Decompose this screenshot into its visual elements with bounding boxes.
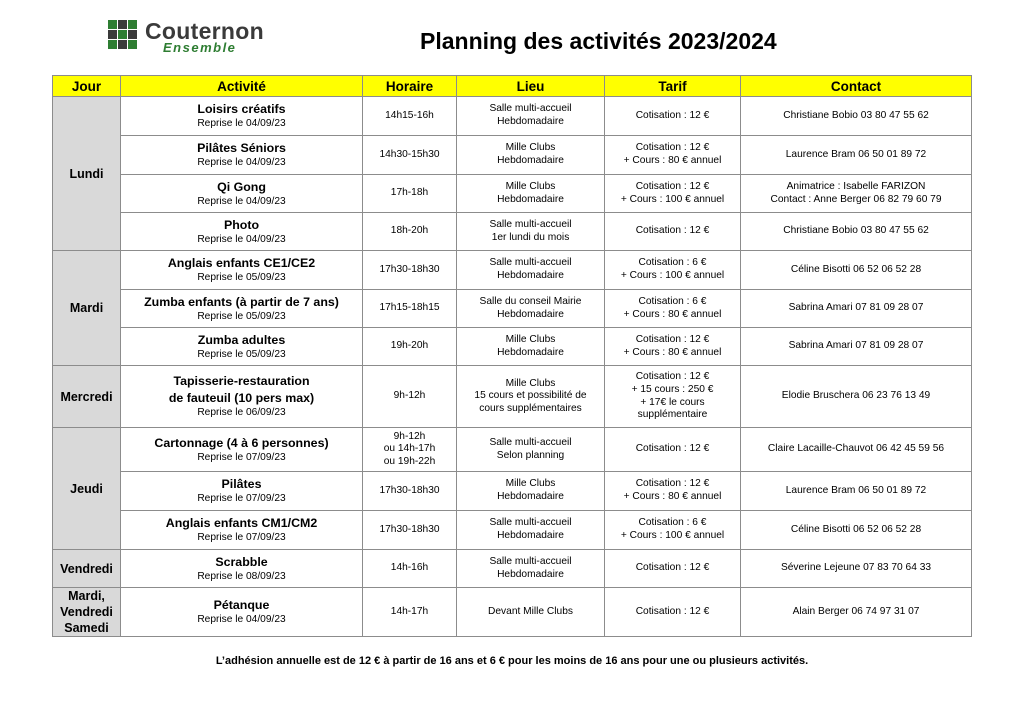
contact-line: Laurence Bram 06 50 01 89 72 — [785, 148, 927, 160]
activity-name: de fauteuil (10 pers max) — [168, 391, 315, 406]
reprise-date: Reprise le 05/09/23 — [197, 348, 286, 360]
contact-line: Christiane Bobio 03 80 47 55 62 — [783, 109, 929, 121]
logo-name: Couternon — [145, 18, 264, 44]
activity-name: Pétanque — [213, 598, 270, 613]
location-line: Salle multi-accueil — [489, 517, 572, 529]
activity-cell — [121, 328, 363, 366]
logo — [108, 18, 278, 58]
activity-name: Pilâtes Séniors — [197, 141, 286, 156]
price-cell — [605, 251, 741, 290]
location-line: Mille Clubs — [505, 478, 556, 490]
table-row — [53, 428, 972, 472]
activity-name: Zumba adultes — [197, 332, 286, 347]
page-title: Planning des activités 2023/2024 — [420, 28, 777, 54]
schedule-cell — [363, 136, 457, 175]
location-cell — [457, 328, 605, 366]
table-row — [53, 136, 972, 175]
column-header-jour: Jour — [53, 76, 121, 97]
location-line: Salle du conseil Mairie — [479, 295, 582, 307]
day-name-line: Vendredi — [60, 561, 113, 576]
location-cell — [457, 213, 605, 251]
reprise-date: Reprise le 05/09/23 — [197, 272, 286, 284]
day-cell — [53, 428, 121, 550]
contact-line: Claire Lacaille-Chauvot 06 42 45 59 56 — [767, 443, 945, 455]
schedule-line: 17h30-18h30 — [379, 523, 440, 535]
reprise-date: Reprise le 07/09/23 — [197, 532, 286, 544]
schedule-line: ou 14h-17h — [383, 443, 436, 455]
table-header-row — [53, 76, 972, 97]
reprise-date: Reprise le 08/09/23 — [197, 570, 286, 582]
table-row — [53, 290, 972, 328]
activity-name: Anglais enfants CM1/CM2 — [165, 516, 318, 531]
price-line: Cotisation : 12 € — [635, 371, 710, 383]
activity-name: Scrabble — [215, 554, 268, 569]
price-line: Cotisation : 6 € — [638, 295, 707, 307]
location-cell — [457, 588, 605, 637]
schedule-cell — [363, 511, 457, 550]
activity-cell — [121, 213, 363, 251]
column-header-lieu: Lieu — [457, 76, 605, 97]
day-cell — [53, 588, 121, 637]
logo-subtitle: Ensemble — [163, 40, 237, 55]
schedule-line: 17h30-18h30 — [379, 263, 440, 275]
price-cell — [605, 588, 741, 637]
table-body — [53, 97, 972, 637]
contact-line: Séverine Lejeune 07 83 70 64 33 — [780, 562, 932, 574]
day-cell — [53, 550, 121, 588]
schedule-line: 17h15-18h15 — [379, 302, 440, 314]
contact-line: Céline Bisotti 06 52 06 52 28 — [790, 263, 922, 275]
contact-line: Laurence Bram 06 50 01 89 72 — [785, 484, 927, 496]
reprise-date: Reprise le 07/09/23 — [197, 493, 286, 505]
schedule-line: 19h-20h — [390, 340, 429, 352]
contact-cell — [741, 97, 972, 136]
contact-line: Sabrina Amari 07 81 09 28 07 — [788, 340, 924, 352]
price-line: + Cours : 100 € annuel — [620, 193, 725, 205]
price-line: supplémentaire — [637, 409, 708, 421]
day-name-line: Samedi — [64, 621, 109, 635]
table-row — [53, 97, 972, 136]
reprise-date: Reprise le 04/09/23 — [197, 195, 286, 207]
day-name-line: Mercredi — [60, 389, 113, 404]
location-line: Mille Clubs — [505, 377, 556, 389]
location-line: Hebdomadaire — [497, 568, 564, 580]
schedule-cell — [363, 472, 457, 511]
price-line: Cotisation : 12 € — [635, 142, 710, 154]
day-name-line: Jeudi — [70, 481, 103, 496]
schedule-cell — [363, 97, 457, 136]
location-line: Mille Clubs — [505, 333, 556, 345]
location-line: Salle multi-accueil — [489, 103, 572, 115]
table-row — [53, 213, 972, 251]
location-cell — [457, 428, 605, 472]
price-line: + Cours : 100 € annuel — [620, 270, 725, 281]
contact-cell — [741, 136, 972, 175]
schedule-cell — [363, 550, 457, 588]
contact-cell — [741, 366, 972, 428]
activity-cell — [121, 136, 363, 175]
location-line: 1er lundi du mois — [491, 231, 570, 243]
contact-cell — [741, 290, 972, 328]
location-cell — [457, 251, 605, 290]
location-cell — [457, 136, 605, 175]
contact-line: Céline Bisotti 06 52 06 52 28 — [790, 523, 922, 535]
price-cell — [605, 550, 741, 588]
price-line: + Cours : 80 € annuel — [623, 155, 722, 166]
location-line: Selon planning — [496, 449, 565, 461]
reprise-date: Reprise le 07/09/23 — [197, 451, 286, 463]
location-cell — [457, 550, 605, 588]
price-line: Cotisation : 12 € — [635, 333, 710, 345]
location-line: Hebdomadaire — [497, 270, 564, 281]
location-line: 15 cours et possibilité de — [474, 390, 587, 402]
location-cell — [457, 472, 605, 511]
contact-cell — [741, 550, 972, 588]
activity-name: Zumba enfants (à partir de 7 ans) — [144, 294, 339, 309]
column-header-contact: Contact — [741, 76, 972, 97]
day-cell — [53, 97, 121, 251]
day-cell — [53, 366, 121, 428]
price-line: + Cours : 100 € annuel — [620, 530, 725, 541]
schedule-cell — [363, 588, 457, 637]
table-row — [53, 472, 972, 511]
contact-line: Sabrina Amari 07 81 09 28 07 — [788, 302, 924, 314]
price-cell — [605, 366, 741, 428]
location-cell — [457, 175, 605, 213]
table-row — [53, 328, 972, 366]
location-line: Hebdomadaire — [497, 116, 564, 127]
reprise-date: Reprise le 04/09/23 — [197, 118, 286, 130]
schedule-cell — [363, 290, 457, 328]
schedule-cell — [363, 175, 457, 213]
reprise-date: Reprise le 06/09/23 — [197, 407, 286, 419]
location-line: Hebdomadaire — [497, 308, 564, 320]
location-cell — [457, 97, 605, 136]
location-line: Salle multi-accueil — [489, 218, 572, 230]
schedule-line: 17h30-18h30 — [379, 484, 440, 496]
reprise-date: Reprise le 04/09/23 — [197, 157, 286, 169]
price-line: Cotisation : 12 € — [635, 443, 710, 455]
contact-cell — [741, 428, 972, 472]
price-line: + Cours : 80 € annuel — [623, 308, 722, 320]
table-row — [53, 251, 972, 290]
contact-cell — [741, 175, 972, 213]
membership-note: L’adhésion annuelle est de 12 € à partir de 16 ans et 6 € pour les moins de 16 ans pour une ou plusieurs activités. — [215, 655, 809, 667]
location-line: Hebdomadaire — [497, 346, 564, 358]
price-cell — [605, 472, 741, 511]
contact-line: Elodie Bruschera 06 23 76 13 49 — [781, 390, 931, 402]
location-cell — [457, 290, 605, 328]
schedule-line: 9h-12h — [393, 430, 426, 442]
price-cell — [605, 213, 741, 251]
schedule-cell — [363, 251, 457, 290]
price-line: Cotisation : 6 € — [638, 517, 707, 529]
price-line: Cotisation : 6 € — [638, 257, 707, 269]
contact-cell — [741, 328, 972, 366]
schedule-line: 14h-16h — [390, 562, 429, 574]
schedule-line: 18h-20h — [390, 225, 429, 237]
price-cell — [605, 136, 741, 175]
activity-cell — [121, 175, 363, 213]
reprise-date: Reprise le 04/09/23 — [197, 233, 286, 245]
activity-cell — [121, 550, 363, 588]
activity-name: Cartonnage (4 à 6 personnes) — [154, 435, 329, 450]
price-line: + 15 cours : 250 € — [631, 383, 714, 395]
table-row — [53, 175, 972, 213]
schedule-cell — [363, 328, 457, 366]
contact-line: Christiane Bobio 03 80 47 55 62 — [783, 225, 929, 237]
schedule-cell — [363, 366, 457, 428]
schedule-line: ou 19h-22h — [383, 455, 436, 467]
price-line: Cotisation : 12 € — [635, 562, 710, 574]
location-line: Hebdomadaire — [497, 155, 564, 166]
contact-line: Contact : Anne Berger 06 82 79 60 79 — [770, 193, 942, 205]
activity-cell — [121, 511, 363, 550]
location-line: Salle multi-accueil — [489, 436, 572, 448]
contact-cell — [741, 251, 972, 290]
activity-cell — [121, 428, 363, 472]
day-cell — [53, 251, 121, 366]
day-name-line: Lundi — [69, 166, 104, 181]
price-line: Cotisation : 12 € — [635, 225, 710, 237]
table-row — [53, 366, 972, 428]
price-line: Cotisation : 12 € — [635, 478, 710, 490]
location-line: Hebdomadaire — [497, 491, 564, 502]
location-line: Hebdomadaire — [497, 193, 564, 205]
schedule-line: 14h15-16h — [385, 109, 434, 121]
price-line: + Cours : 80 € annuel — [623, 491, 722, 502]
price-line: + Cours : 80 € annuel — [623, 346, 722, 358]
day-name-line: Mardi, — [68, 589, 105, 603]
price-line: + 17€ le cours — [640, 396, 705, 408]
day-name-line: Mardi — [69, 301, 104, 315]
price-cell — [605, 175, 741, 213]
location-line: Salle multi-accueil — [489, 257, 572, 269]
activity-name: Qi Gong — [217, 179, 266, 194]
contact-line: Alain Berger 06 74 97 31 07 — [792, 605, 920, 617]
column-header-tarif: Tarif — [605, 76, 741, 97]
column-header-horaire: Horaire — [363, 76, 457, 97]
contact-cell — [741, 472, 972, 511]
table-row — [53, 588, 972, 637]
price-line: Cotisation : 12 € — [635, 605, 710, 617]
activity-name: Loisirs créatifs — [197, 102, 286, 117]
day-name-line: Vendredi — [60, 605, 113, 619]
activity-cell — [121, 588, 363, 637]
schedule-line: 14h30-15h30 — [379, 148, 440, 160]
activities-table — [52, 75, 972, 637]
price-line: Cotisation : 12 € — [635, 180, 710, 192]
schedule-line: 17h-18h — [390, 187, 429, 199]
activity-cell — [121, 97, 363, 136]
schedule-cell — [363, 213, 457, 251]
activity-cell — [121, 290, 363, 328]
column-header-activite: Activité — [121, 76, 363, 97]
schedule-line: 9h-12h — [393, 390, 426, 402]
location-line: Devant Mille Clubs — [488, 605, 573, 617]
schedule-cell — [363, 428, 457, 472]
activity-cell — [121, 251, 363, 290]
location-line: Salle multi-accueil — [489, 555, 572, 567]
activity-cell — [121, 472, 363, 511]
contact-line: Animatrice : Isabelle FARIZON — [786, 180, 926, 192]
activity-name: Pilâtes — [221, 477, 262, 492]
price-cell — [605, 428, 741, 472]
price-cell — [605, 97, 741, 136]
table-row — [53, 511, 972, 550]
location-line: cours supplémentaires — [479, 402, 582, 414]
location-cell — [457, 366, 605, 428]
location-line: Mille Clubs — [505, 142, 556, 154]
contact-cell — [741, 588, 972, 637]
price-cell — [605, 290, 741, 328]
price-cell — [605, 328, 741, 366]
activity-cell — [121, 366, 363, 428]
logo-mark-icon — [108, 20, 138, 50]
activity-name: Photo — [223, 217, 260, 232]
price-cell — [605, 511, 741, 550]
schedule-line: 14h-17h — [390, 605, 429, 617]
reprise-date: Reprise le 05/09/23 — [197, 310, 286, 322]
activity-name: Tapisserie-restauration — [173, 374, 310, 389]
location-line: Hebdomadaire — [497, 530, 564, 541]
activity-name: Anglais enfants CE1/CE2 — [167, 256, 316, 271]
location-cell — [457, 511, 605, 550]
location-line: Mille Clubs — [505, 180, 556, 192]
price-line: Cotisation : 12 € — [635, 109, 710, 121]
contact-cell — [741, 213, 972, 251]
table-row — [53, 550, 972, 588]
contact-cell — [741, 511, 972, 550]
reprise-date: Reprise le 04/09/23 — [197, 614, 286, 626]
